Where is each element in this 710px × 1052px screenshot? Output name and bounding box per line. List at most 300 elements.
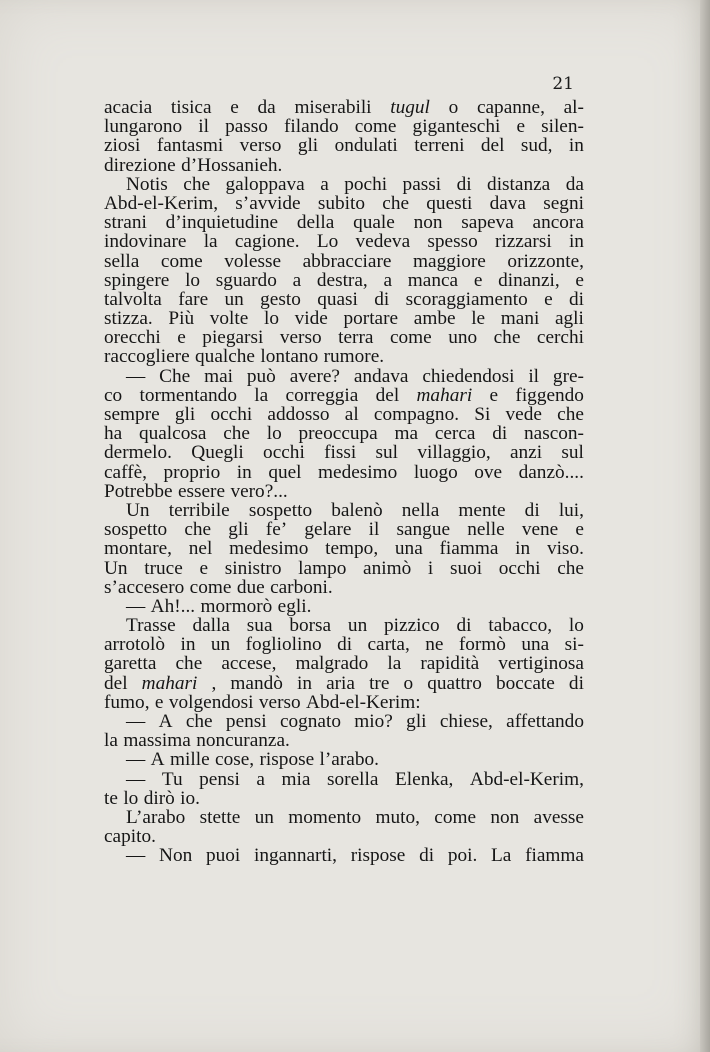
word: gli — [406, 711, 427, 732]
word: rispose — [350, 845, 406, 867]
word: una — [394, 538, 423, 560]
text-line — [104, 309, 584, 328]
word: — — [126, 749, 146, 771]
text-line — [104, 731, 584, 750]
word: di — [524, 499, 540, 521]
word: acacia — [104, 97, 153, 118]
text-line — [104, 117, 584, 136]
word: giganteschi — [412, 116, 501, 138]
word: capanne, — [476, 97, 545, 118]
word: animò — [363, 557, 412, 579]
word: come — [189, 576, 232, 598]
word: quel — [268, 461, 302, 483]
word: e — [575, 519, 584, 541]
word: mai — [204, 365, 234, 387]
word: Ah!... — [150, 595, 196, 617]
text-line — [104, 654, 584, 673]
word: proprio — [163, 461, 221, 483]
word: vero?... — [230, 480, 288, 502]
word: pochi — [344, 173, 388, 195]
body-text — [104, 98, 584, 866]
word: raccogliere — [104, 346, 190, 368]
word: di — [456, 615, 472, 637]
word: addosso — [267, 404, 330, 425]
word: vede — [505, 404, 542, 425]
word: fumo, — [104, 691, 150, 713]
word: spesso — [427, 231, 478, 253]
word: la — [254, 384, 269, 406]
word: verso — [279, 327, 322, 349]
word: Non — [159, 845, 193, 867]
word: come — [389, 327, 432, 349]
word: boccate — [495, 672, 555, 694]
word: gli — [228, 519, 249, 541]
word: il — [198, 116, 209, 138]
word: lungarono — [104, 116, 183, 138]
text-line — [104, 539, 584, 558]
text-line — [104, 501, 584, 520]
word: come — [160, 250, 203, 272]
word: io. — [180, 787, 200, 809]
word: scoraggiamento — [405, 288, 528, 310]
word: che — [493, 327, 521, 349]
word: ondulati — [334, 135, 398, 157]
word: dermelo. — [104, 442, 172, 464]
word: verso — [239, 135, 282, 157]
word: le — [471, 308, 486, 330]
word: abbracciare — [302, 250, 392, 272]
word: a — [256, 768, 265, 790]
word: occhi — [210, 404, 253, 425]
word: del — [480, 135, 505, 157]
word: pensi — [199, 768, 240, 790]
word: ambe — [413, 308, 456, 330]
word: preoccupa — [298, 423, 378, 445]
word: nascon- — [524, 423, 584, 445]
word: strani — [104, 212, 147, 234]
word: che — [382, 192, 410, 214]
word: ingannarti, — [253, 845, 337, 867]
word: galoppava — [225, 173, 305, 195]
word: sangue — [396, 519, 451, 541]
text-line — [104, 252, 584, 271]
word: cose, — [215, 749, 255, 771]
word: mani — [500, 308, 540, 330]
word: orizzonte, — [507, 250, 584, 272]
text-line — [104, 98, 584, 117]
word: chiedendosi — [422, 365, 515, 387]
word: noncuranza. — [196, 730, 290, 752]
word: e — [473, 269, 483, 291]
word: gre- — [552, 365, 584, 387]
word: Trasse — [126, 615, 176, 637]
word: agli — [554, 308, 584, 330]
word: maggiore — [413, 250, 486, 272]
word: cerchi — [536, 327, 584, 349]
word: e — [154, 691, 164, 713]
word: truce — [144, 557, 183, 579]
word: passo — [225, 116, 268, 138]
word: Tu — [161, 768, 183, 790]
word: sempre — [104, 404, 160, 425]
word: da — [257, 97, 276, 118]
word: accese, — [221, 653, 277, 675]
word: dinanzi, — [498, 269, 560, 291]
word: quattro — [427, 672, 482, 694]
word: fissi — [324, 442, 357, 464]
word: di — [337, 634, 353, 656]
word: mente — [458, 499, 506, 521]
word: lui, — [558, 499, 584, 521]
word: medesimo — [229, 538, 309, 560]
word: manca — [407, 269, 459, 291]
word: che — [223, 423, 250, 445]
text-line — [104, 232, 584, 251]
text-line — [104, 290, 584, 309]
word: vedeva — [355, 231, 411, 253]
word: Abd-el-Kerim, — [104, 192, 219, 214]
word: — — [126, 595, 146, 617]
text-line — [104, 693, 584, 712]
word: l’arabo. — [319, 749, 379, 771]
word: gli — [174, 404, 196, 425]
word: te — [104, 787, 118, 809]
word: quasi — [317, 288, 358, 310]
word: tabacco, — [488, 615, 553, 637]
word: lontano — [260, 346, 319, 368]
word: e — [544, 288, 553, 310]
word: Lo — [316, 231, 339, 253]
text-line — [104, 175, 584, 194]
word: spingere — [104, 269, 170, 291]
word: massima — [123, 730, 191, 752]
word: borsa — [289, 615, 332, 637]
text-line — [104, 213, 584, 232]
word: volgendosi — [168, 691, 254, 713]
word: avere? — [289, 365, 340, 387]
word: garetta — [104, 653, 157, 675]
word: volesse — [224, 250, 282, 272]
text-line — [104, 271, 584, 290]
word: Quegli — [191, 442, 244, 464]
word: orecchi — [104, 327, 161, 349]
word: tugul — [390, 97, 430, 118]
word: stette — [199, 806, 241, 828]
word: si- — [564, 634, 584, 656]
word: fe’ — [265, 519, 288, 541]
word: dava — [489, 192, 526, 214]
word: mia — [281, 768, 311, 790]
text-line — [104, 424, 584, 443]
word: portare — [343, 308, 399, 330]
word: a — [383, 269, 393, 291]
word: indovinare — [104, 231, 187, 253]
word: vertiginosa — [498, 653, 584, 675]
word: ancora — [532, 212, 584, 234]
word: il — [528, 365, 540, 387]
word: o — [448, 97, 459, 118]
word: piegarsi — [202, 327, 264, 349]
text-line — [104, 578, 584, 597]
word: della — [296, 212, 335, 234]
word: due — [236, 576, 265, 598]
word: fogliolino — [245, 634, 322, 656]
word: silen- — [541, 116, 584, 138]
word: villaggio, — [417, 442, 491, 464]
word: ove — [474, 461, 503, 483]
word: che — [557, 557, 584, 579]
text-line — [104, 482, 584, 501]
word: di — [492, 423, 508, 445]
word: — — [126, 845, 146, 867]
text-line — [104, 156, 584, 175]
word: vene — [521, 519, 559, 541]
word: lo — [123, 787, 139, 809]
word: rapidità — [420, 653, 480, 675]
word: la — [387, 653, 402, 675]
text-line — [104, 136, 584, 155]
word: un — [210, 634, 231, 656]
word: cerca — [434, 423, 476, 445]
word: un — [254, 806, 274, 828]
word: s’accesero — [104, 576, 185, 598]
word: a — [320, 173, 329, 195]
word: mormorò — [200, 595, 273, 617]
word: mahari — [416, 384, 473, 406]
word: formò — [458, 634, 506, 656]
text-line — [104, 328, 584, 347]
word: passi — [402, 173, 442, 195]
word: lo — [568, 615, 584, 637]
word: montare, — [104, 538, 172, 560]
word: e — [516, 116, 525, 138]
word: in — [568, 231, 584, 253]
word: lo — [263, 308, 279, 330]
word: terreni — [414, 135, 465, 157]
word: pensi — [225, 711, 267, 732]
word: sul — [561, 442, 584, 464]
word: al — [344, 404, 359, 425]
word: mahari — [141, 672, 198, 694]
word: carboni. — [270, 576, 333, 598]
word: — — [126, 365, 146, 387]
word: sinistro — [224, 557, 282, 579]
word: Un — [126, 499, 150, 521]
word: i — [427, 557, 434, 579]
word: lo — [266, 423, 282, 445]
word: sud, — [520, 135, 553, 157]
word: lo — [185, 269, 201, 291]
word: e — [575, 269, 584, 291]
word: distanza — [487, 173, 551, 195]
text-line — [104, 789, 584, 808]
word: del — [104, 672, 128, 694]
word: luogo — [413, 461, 458, 483]
word: sospetto — [104, 519, 168, 541]
word: affettando — [506, 711, 584, 732]
word: un — [224, 288, 244, 310]
word: talvolta — [104, 288, 162, 310]
word: che — [185, 711, 213, 732]
word: carta, — [367, 634, 410, 656]
word: come — [354, 116, 397, 138]
word: fare — [178, 288, 209, 310]
word: balenò — [331, 499, 383, 521]
text-line — [104, 347, 584, 366]
text-line — [104, 559, 584, 578]
word: Che — [159, 365, 191, 387]
word: fiamma — [525, 845, 584, 867]
word: qualche — [195, 346, 255, 368]
word: di — [456, 173, 472, 195]
text-line — [104, 827, 584, 846]
word: tempo, — [325, 538, 379, 560]
word: in — [236, 461, 252, 483]
word: ma — [394, 423, 419, 445]
word: miserabili — [294, 97, 372, 118]
word: A — [150, 749, 165, 771]
word: Si — [474, 404, 491, 425]
word: viso. — [546, 538, 584, 560]
word: Elenka, — [395, 768, 454, 790]
word: mandò — [230, 672, 283, 694]
word: capito. — [104, 826, 156, 848]
word: da — [565, 173, 584, 195]
word: terra — [338, 327, 374, 349]
word: essere — [177, 480, 226, 502]
page-number: 21 — [552, 74, 574, 94]
text-line — [104, 597, 584, 616]
word: in — [568, 135, 584, 157]
word: , — [211, 672, 217, 694]
word: A — [158, 711, 173, 732]
word: che — [184, 519, 212, 541]
word: Un — [104, 557, 128, 579]
word: sul — [375, 442, 399, 464]
word: ziosi — [104, 135, 141, 157]
word: sella — [104, 250, 140, 272]
word: una — [521, 634, 550, 656]
word: rumore. — [323, 346, 385, 368]
word: cognato — [279, 711, 341, 732]
word: gelare — [304, 519, 352, 541]
word: mille — [170, 749, 210, 771]
word: arrotolò — [104, 634, 166, 656]
word: sospetto — [248, 499, 313, 521]
word: in — [515, 538, 531, 560]
word: che — [557, 404, 584, 425]
word: s’avvide — [235, 192, 301, 214]
word: avesse — [533, 806, 584, 828]
word: questi — [426, 192, 473, 214]
word: chiese, — [439, 711, 493, 732]
text-line — [104, 770, 584, 789]
word: al- — [563, 97, 584, 118]
word: o — [403, 672, 414, 694]
word: d’inquietudine — [165, 212, 279, 234]
word: verso — [258, 691, 301, 713]
word: d’Hossanieh. — [181, 154, 283, 176]
text-line — [104, 405, 584, 424]
word: Abd-el-Kerim: — [306, 691, 421, 713]
word: ha — [104, 423, 123, 445]
word: fantasmi — [156, 135, 224, 157]
word: ne — [425, 634, 444, 656]
word: puoi — [205, 845, 241, 867]
word: Notis — [126, 173, 168, 195]
word: un — [347, 615, 368, 637]
text-line — [104, 194, 584, 213]
word: e — [230, 97, 239, 118]
text-line — [104, 808, 584, 827]
page-edge-shadow — [700, 0, 710, 1052]
word: correggia — [285, 384, 359, 406]
word: qualcosa — [138, 423, 207, 445]
word: occhi — [263, 442, 305, 464]
word: rispose — [259, 749, 315, 771]
text-line — [104, 367, 584, 386]
word: a — [292, 269, 302, 291]
word: figgendo — [515, 384, 584, 406]
word: gesto — [260, 288, 301, 310]
word: tormentando — [139, 384, 237, 406]
word: aria — [326, 672, 355, 694]
word: anzi — [509, 442, 543, 464]
word: gli — [297, 135, 319, 157]
word: e — [489, 384, 499, 406]
word: dirò — [143, 787, 175, 809]
word: La — [491, 845, 512, 867]
word: sguardo — [215, 269, 277, 291]
word: — — [126, 711, 146, 732]
word: di — [568, 672, 584, 694]
text-line — [104, 712, 584, 731]
word: terribile — [168, 499, 230, 521]
text-line — [104, 520, 584, 539]
word: nel — [188, 538, 213, 560]
word: stizza. — [104, 308, 153, 330]
word: sua — [246, 615, 273, 637]
text-line — [104, 616, 584, 635]
word: può — [246, 365, 276, 387]
word: quale — [353, 212, 395, 234]
word: fiamma — [439, 538, 499, 560]
word: sorella — [327, 768, 379, 790]
word: rizzarsi — [494, 231, 552, 253]
word: di — [374, 288, 390, 310]
text-line — [104, 386, 584, 405]
word: che — [183, 173, 211, 195]
word: co — [104, 384, 123, 406]
word: e — [199, 557, 209, 579]
word: subito — [317, 192, 366, 214]
word: cagione. — [234, 231, 300, 253]
word: andava — [353, 365, 409, 387]
word: che — [175, 653, 203, 675]
word: Abd-el-Kerim, — [469, 768, 584, 790]
word: suoi — [449, 557, 483, 579]
word: di — [419, 845, 435, 867]
word: compagno. — [373, 404, 460, 425]
word: Più — [168, 308, 195, 330]
word: non — [413, 212, 443, 234]
word: del — [375, 384, 400, 406]
word: filando — [284, 116, 339, 138]
word: Potrebbe — [104, 480, 173, 502]
word: danzò.... — [518, 461, 584, 483]
word: poi. — [447, 845, 478, 867]
word: lampo — [298, 557, 347, 579]
